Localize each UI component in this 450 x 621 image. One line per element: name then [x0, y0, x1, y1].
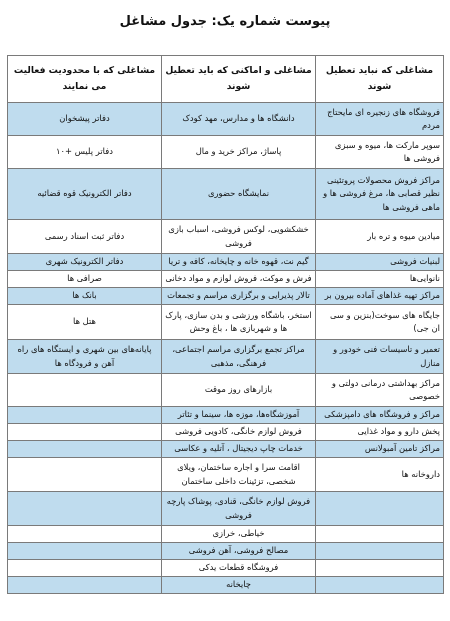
table-row	[8, 220, 444, 254]
table-row	[8, 305, 444, 340]
table-cell: خیاطی، خرازی	[162, 526, 316, 543]
table-cell: دفاتر الکترونیک قوه قضائیه	[8, 169, 162, 220]
table-cell: هتل ها	[8, 305, 162, 340]
table-cell: فرش و موکت، فروش لوازم و مواد دخانی	[162, 271, 316, 288]
table-cell: دفاتر الکترونیک شهری	[8, 254, 162, 271]
table-cell: خدمات چاپ دیجیتال ، آتلیه و عکاسی	[162, 441, 316, 458]
table-cell: بازارهای روز موقت	[162, 374, 316, 407]
table-row	[8, 136, 444, 169]
table-cell	[316, 577, 444, 594]
table-body	[8, 103, 444, 594]
table-row	[8, 271, 444, 288]
table-cell: چایخانه	[162, 577, 316, 594]
table-cell: دانشگاه ها و مدارس، مهد کودک	[162, 103, 316, 136]
table-cell	[316, 526, 444, 543]
table-cell: مراکز تهیه غذاهای آماده بیرون بر	[316, 288, 444, 305]
table-cell	[8, 458, 162, 492]
table-cell	[316, 560, 444, 577]
table-cell: فروشگاه قطعات یدکی	[162, 560, 316, 577]
table-cell	[316, 543, 444, 560]
table-cell: بانک ها	[8, 288, 162, 305]
jobs-table	[7, 55, 444, 594]
table-cell	[8, 374, 162, 407]
table-row	[8, 424, 444, 441]
table-row	[8, 441, 444, 458]
table-cell	[316, 492, 444, 526]
table-cell: تعمیر و تاسیسات فنی خودور و منازل	[316, 340, 444, 374]
table-row	[8, 577, 444, 594]
table-row	[8, 458, 444, 492]
table-cell: دفاتر پلیس +۱۰	[8, 136, 162, 169]
page-title: پیوست شماره یک: جدول مشاغل	[119, 14, 331, 29]
table-cell: مراکز بهداشتی درمانی دولتی و خصوصی	[316, 374, 444, 407]
table-cell	[8, 526, 162, 543]
table-row	[8, 254, 444, 271]
table-header-row	[8, 56, 444, 103]
table-cell: اقامت سرا و اجاره ساختمان، ویلای شخصی، تزئینات داخلی ساختمان	[162, 458, 316, 492]
table-cell	[8, 492, 162, 526]
table-row	[8, 526, 444, 543]
table-row	[8, 169, 444, 220]
table-cell: خشکشویی، لوکس فروشی، اسباب بازی فروشی	[162, 220, 316, 254]
table-cell: مراکز تجمع برگزاری مراسم اجتماعی، فرهنگی، مذهبی	[162, 340, 316, 374]
table-cell	[8, 407, 162, 424]
table-cell: مراکز تامین آمبولانس	[316, 441, 444, 458]
table-cell: نمایشگاه حضوری	[162, 169, 316, 220]
table-row	[8, 492, 444, 526]
table-cell: استخر، باشگاه ورزشی و بدن سازی، پارک ها و شهربازی ها ، باغ وحش	[162, 305, 316, 340]
table-cell: گیم نت، قهوه خانه و چایخانه، کافه و تریا	[162, 254, 316, 271]
table-cell: جایگاه های سوخت(بنزین و سی ان جی)	[316, 305, 444, 340]
header-must-close: مشاغلی و اماکنی که باید تعطیل شوند	[162, 56, 316, 103]
table-cell: پایانه‌های بین شهری و ایستگاه های راه آهن و فرودگاه ها	[8, 340, 162, 374]
table-row	[8, 407, 444, 424]
table-cell	[8, 560, 162, 577]
table-cell: صرافی ها	[8, 271, 162, 288]
table-cell: آموزشگاه‌ها، موزه ها، سینما و تئاتر	[162, 407, 316, 424]
table-cell: پخش دارو و مواد غذایی	[316, 424, 444, 441]
table-row	[8, 543, 444, 560]
table-cell: دفاتر پیشخوان	[8, 103, 162, 136]
table-cell: مراکز فروش محصولات پروتئینی نظیر قصابی ها، مرغ فروشی ها و ماهی فروشی ها	[316, 169, 444, 220]
table-cell: فروش لوازم خانگی، کادویی فروشی	[162, 424, 316, 441]
table-cell: دفاتر ثبت اسناد رسمی	[8, 220, 162, 254]
table-row	[8, 340, 444, 374]
table-row	[8, 103, 444, 136]
header-restricted: مشاغلی که با محدودیت فعالیت می نمایند	[8, 56, 162, 103]
header-must-not-close: مشاغلی که نباید تعطیل شوند	[316, 56, 444, 103]
table-row	[8, 560, 444, 577]
table-cell: مصالح فروشی، آهن فروشی	[162, 543, 316, 560]
table-row	[8, 374, 444, 407]
table-cell: داروخانه ها	[316, 458, 444, 492]
table-cell: میادین میوه و تره بار	[316, 220, 444, 254]
table-cell: سوپر مارکت ها، میوه و سبزی فروشی ها	[316, 136, 444, 169]
table-cell	[8, 577, 162, 594]
table-cell	[8, 424, 162, 441]
table-cell: فروش لوازم خانگی، قنادی، پوشاک پارچه فروشی	[162, 492, 316, 526]
table-cell: فروشگاه های زنجیره ای مایحتاج مردم	[316, 103, 444, 136]
table-row	[8, 288, 444, 305]
table-cell: لبنیات فروشی	[316, 254, 444, 271]
table-cell	[8, 441, 162, 458]
table-cell: مراکز و فروشگاه های دامپزشکی	[316, 407, 444, 424]
table-cell: تالار پذیرایی و برگزاری مراسم و تجمعات	[162, 288, 316, 305]
table-cell	[8, 543, 162, 560]
table-cell: پاساژ، مراکز خرید و مال	[162, 136, 316, 169]
table-cell: نانوایی‌ها	[316, 271, 444, 288]
